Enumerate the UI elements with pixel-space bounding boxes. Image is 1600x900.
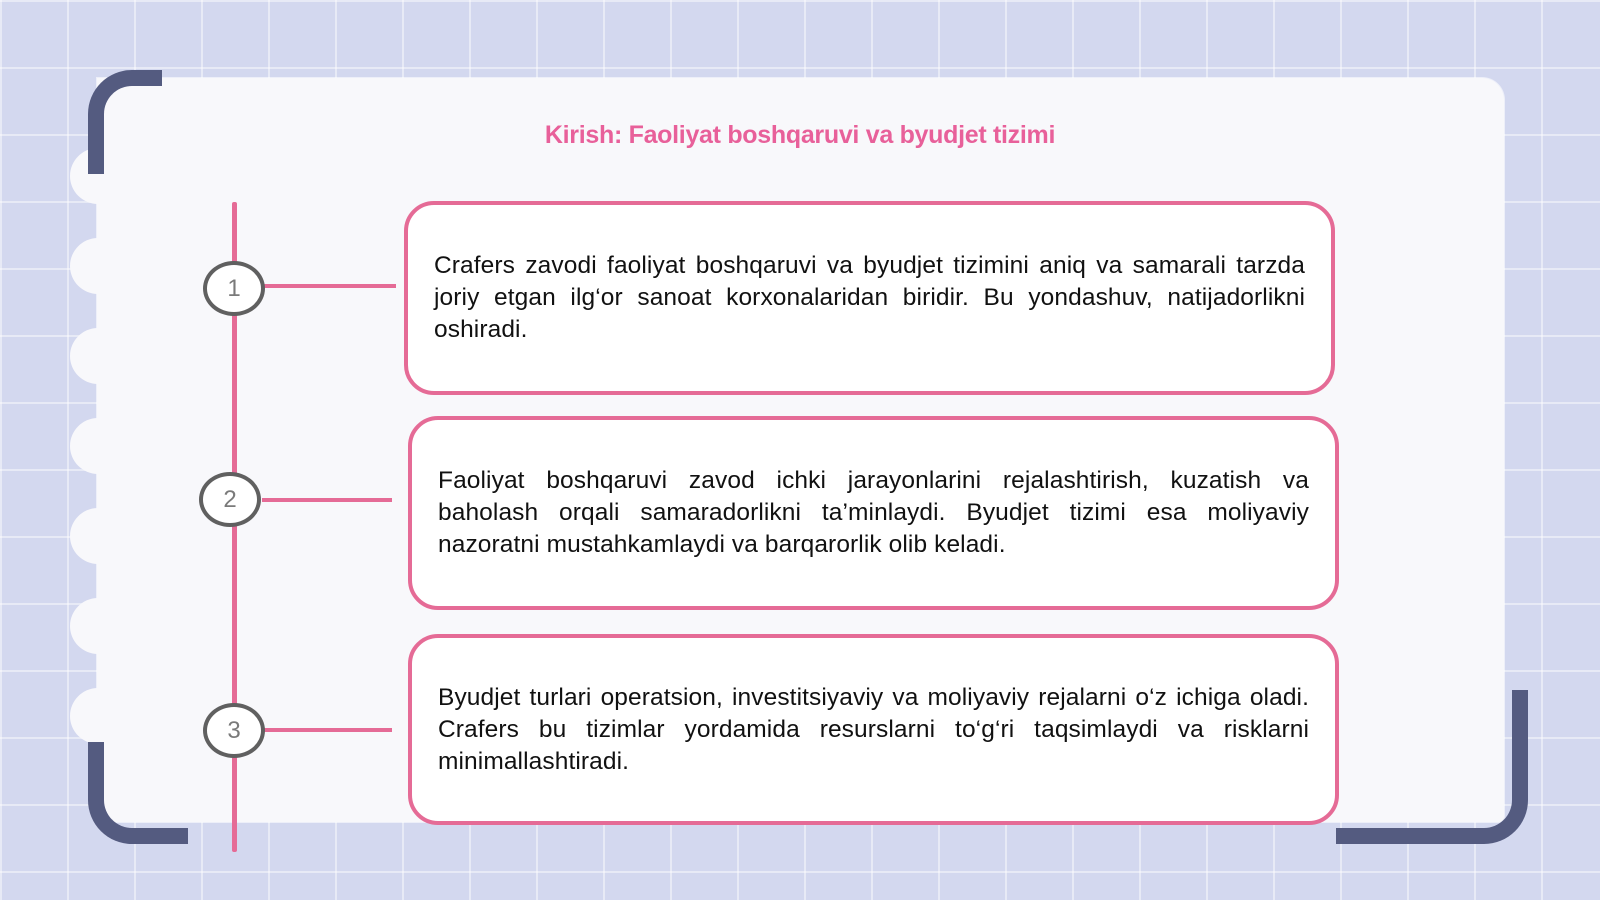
step-number: 1 [227,275,241,302]
step-card [408,416,1339,610]
sheet-scallop [70,508,126,564]
slide-title [0,121,1600,150]
step-card [404,201,1335,395]
step-number: 2 [223,486,237,513]
sheet-scallop [70,598,126,654]
corner-bracket-bottom-right [1336,690,1528,844]
corner-bracket-bottom-left [88,742,188,844]
sheet-scallop [70,688,126,744]
sheet-scallop [70,238,126,294]
connector-line [262,284,396,288]
step-number-node [203,261,265,316]
step-card [408,634,1339,825]
step-card-text: Byudjet turlari operatsion, investitsiyaviy va moliyaviy rejalarni o‘z ichiga oladi. Crafers bu tizimlar yordamida resurslarni to‘g‘ri taqsimlaydi va risklarni minimallashtiradi. [438,683,1309,775]
step-number-node [199,472,261,527]
sheet-scallop [70,328,126,384]
connector-line [262,498,392,502]
slide-title-text: Kirish: Faoliyat boshqaruvi va byudjet tizimi [544,121,1056,149]
step-card-text: Crafers zavodi faoliyat boshqaruvi va byudjet tizimini aniq va samarali tarzda joriy etgan ilg‘or sanoat korxonalaridan biridir. Bu yondashuv, natijadorlikni oshiradi. [434,252,1305,343]
step-number-node [203,703,265,758]
connector-line [262,728,392,732]
sheet-scallop [70,418,126,474]
step-number: 3 [227,717,241,744]
step-card-text: Faoliyat boshqaruvi zavod ichki jarayonlarini rejalashtirish, kuzatish va baholash orqali samaradorlikni ta’minlaydi. Byudjet tizimi esa moliyaviy nazoratni mustahkamlaydi va barqarorlik olib keladi. [438,467,1309,558]
